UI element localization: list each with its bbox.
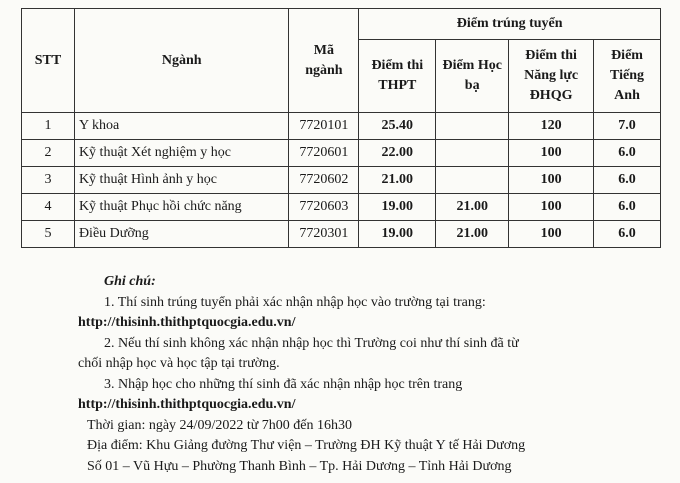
cell-thpt: 19.00 [359,194,436,221]
cell-nganh: Kỹ thuật Xét nghiệm y học [74,140,288,167]
cell-ma: 7720602 [289,167,359,194]
table-row [22,140,661,167]
header-thpt: Điểm thi THPT [359,40,436,113]
table-row [22,113,661,140]
cell-thpt: 25.40 [359,113,436,140]
note-place: Địa điểm: Khu Giảng đường Thư viện – Trường ĐH Kỹ thuật Y tế Hải Dương [87,438,526,453]
cell-nang-luc: 120 [509,113,594,140]
note-3: 3. Nhập học cho những thí sinh đã xác nhận nhập học trên trang [104,376,463,392]
note-2: 2. Nếu thí sinh không xác nhận nhập học thì Trường coi như thí sinh đã từ [104,335,519,351]
notes-section [78,272,638,477]
note-1-url[interactable]: http://thisinh.thithptquocgia.edu.vn/ [78,315,296,330]
header-stt: STT [22,9,75,113]
cell-tieng-anh: 7.0 [594,113,661,140]
header-nganh: Ngành [74,9,288,113]
cell-nganh: Kỹ thuật Hình ảnh y học [74,167,288,194]
cell-nang-luc: 100 [509,167,594,194]
cell-ma: 7720101 [289,113,359,140]
cell-hoc-ba [436,113,509,140]
cell-hoc-ba [436,140,509,167]
cell-nang-luc: 100 [509,194,594,221]
cell-hoc-ba [436,167,509,194]
cell-thpt: 19.00 [359,221,436,248]
header-ma-nganh: Mã ngành [289,9,359,113]
cell-ma: 7720601 [289,140,359,167]
note-3-url[interactable]: http://thisinh.thithptquocgia.edu.vn/ [78,397,296,412]
header-diem-trung-tuyen: Điểm trúng tuyển [359,9,661,40]
table-row [22,221,661,248]
header-hoc-ba: Điểm Học bạ [436,40,509,113]
note-1: 1. Thí sinh trúng tuyển phải xác nhận nhập học vào trường tại trang: [104,294,486,310]
cell-hoc-ba: 21.00 [436,221,509,248]
cell-nang-luc: 100 [509,221,594,248]
cell-nganh: Kỹ thuật Phục hồi chức năng [74,194,288,221]
cell-stt: 5 [22,221,75,248]
cell-thpt: 22.00 [359,140,436,167]
cell-tieng-anh: 6.0 [594,140,661,167]
note-address: Số 01 – Vũ Hựu – Phường Thanh Bình – Tp. Hải Dương – Tỉnh Hải Dương [87,458,512,474]
cell-nganh: Y khoa [74,113,288,140]
cell-tieng-anh: 6.0 [594,167,661,194]
cell-ma: 7720301 [289,221,359,248]
table-row [22,194,661,221]
header-tieng-anh: Điểm Tiếng Anh [594,40,661,113]
cell-stt: 2 [22,140,75,167]
admission-scores-table [21,8,661,248]
header-nang-luc: Điểm thi Năng lực ĐHQG [509,40,594,113]
cell-stt: 3 [22,167,75,194]
table-row [22,167,661,194]
cell-stt: 4 [22,194,75,221]
cell-stt: 1 [22,113,75,140]
cell-nganh: Điều Dưỡng [74,221,288,248]
cell-nang-luc: 100 [509,140,594,167]
cell-ma: 7720603 [289,194,359,221]
note-2-cont: chối nhập học và học tập tại trường. [78,356,280,371]
note-time: Thời gian: ngày 24/09/2022 từ 7h00 đến 16h30 [87,417,353,433]
notes-title: Ghi chú: [104,274,156,289]
cell-thpt: 21.00 [359,167,436,194]
cell-tieng-anh: 6.0 [594,194,661,221]
cell-tieng-anh: 6.0 [594,221,661,248]
cell-hoc-ba: 21.00 [436,194,509,221]
